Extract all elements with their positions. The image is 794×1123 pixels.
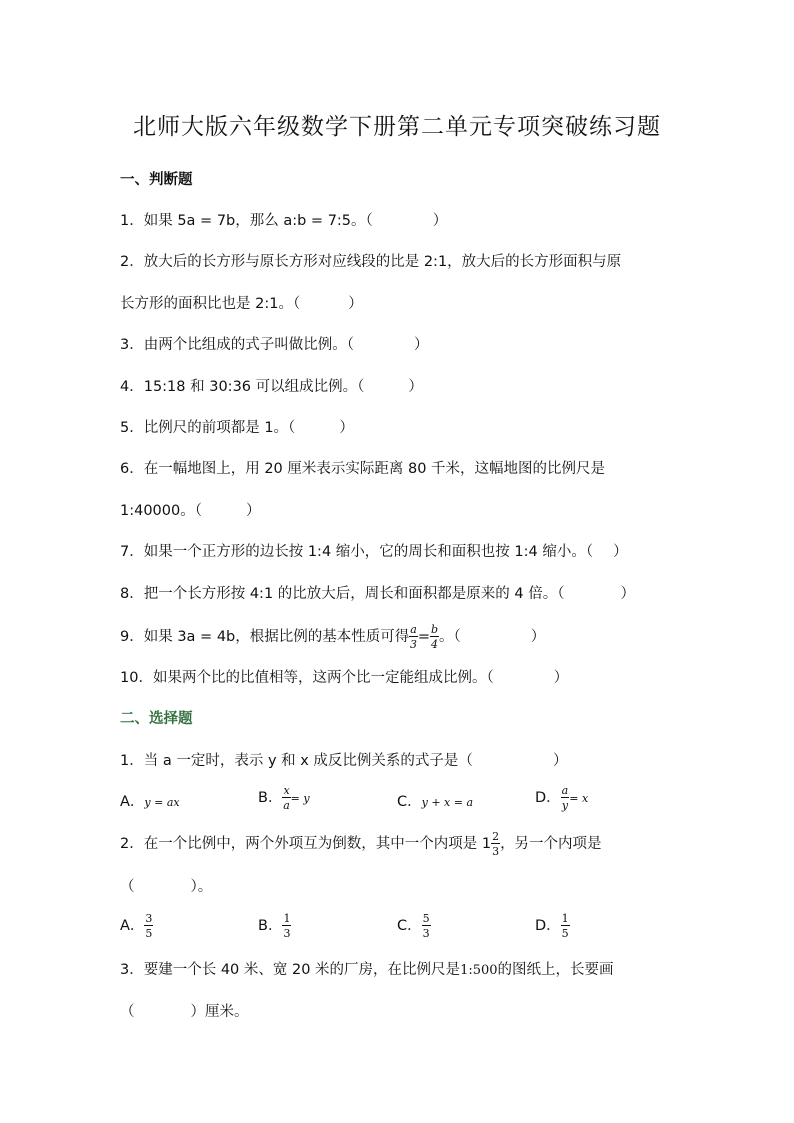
fraction: $\frac{3}{5}$ [145, 912, 153, 940]
question-tf-2-line1: 2．放大后的长方形与原长方形对应线段的比是 2:1，放大后的长方形面积与原 [120, 254, 622, 270]
question-mc-2-line1 [120, 831, 602, 857]
answer-bracket-close: ） [620, 586, 635, 602]
answer-bracket-close: ） [553, 670, 569, 686]
answer-bracket-close: ） [552, 753, 568, 769]
question-tf-1 [120, 211, 447, 231]
answer-bracket-close: ） [348, 296, 363, 312]
question-text: 1:40000。（ [120, 503, 202, 519]
option-mc1-c: C．y + x = a [397, 794, 474, 810]
answer-bracket-close: ） [246, 503, 261, 519]
question-tf-5 [120, 418, 354, 438]
question-text: 8．把一个长方形按 4:1 的比放大后，周长和面积都是原来的 4 倍。（ [120, 586, 565, 602]
answer-bracket-close: ） [413, 337, 429, 353]
formula: y = ax [144, 796, 180, 809]
section-heading-multiple-choice: 二、选择题 [120, 711, 193, 727]
answer-bracket-open: （ [120, 1004, 135, 1020]
page-title: 北师大版六年级数学下册第二单元专项突破练习题 [133, 114, 661, 140]
option-mc2-c: C． $\frac{5}{3}$ [397, 912, 430, 940]
fraction: $\frac{1}{3}$ [283, 912, 291, 940]
question-text: 10．如果两个比的比值相等，这两个比一定能组成比例。（ [120, 670, 494, 686]
question-text: 长方形的面积比也是 2:1。（ [120, 296, 301, 312]
formula: y + x = a [421, 796, 474, 809]
question-tf-4 [120, 377, 423, 397]
formula-tail: = x [569, 792, 589, 805]
fraction-a-over-3: $\frac{a}{3}$ [410, 623, 418, 651]
question-text: 5．比例尺的前项都是 1。（ [120, 420, 296, 436]
question-text: 4．15:18 和 30:36 可以组成比例。（ [120, 379, 365, 395]
answer-bracket-close: ） [408, 379, 423, 395]
question-tf-6-line1: 6．在一幅地图上，用 20 厘米表示实际距离 80 千米，这幅地图的比例尺是 [120, 461, 606, 477]
option-mc2-d: D． $\frac{1}{5}$ [535, 912, 569, 940]
answer-bracket-open: （ [120, 879, 135, 895]
section-heading-true-false: 一、判断题 [120, 172, 193, 188]
option-mc2-b: B． $\frac{1}{3}$ [258, 912, 291, 940]
answer-bracket-close: ） [432, 213, 448, 229]
question-text-end: ，另一个内项是 [500, 836, 602, 852]
fraction-2-over-3: $\frac{2}{3}$ [492, 830, 500, 858]
question-tf-6-line2 [120, 501, 261, 521]
question-text: 2．在一个比例中，两个外项互为倒数，其中一个内项是 1 [120, 836, 492, 852]
answer-bracket-close: ） [530, 629, 546, 645]
question-text: 7．如果一个正方形的边长按 1:4 缩小，它的周长和面积也按 1:4 缩小。（ [120, 544, 594, 560]
fraction: $\frac{1}{5}$ [561, 912, 569, 940]
scale-value: 1:500 [460, 963, 498, 978]
question-text: 9．如果 3a = 4b，根据比例的基本性质可得 [120, 629, 410, 645]
answer-bracket-close-unit: ）厘米。 [190, 1004, 249, 1020]
option-mc1-a: A．y = ax [120, 794, 180, 810]
equals-sign: = [417, 629, 430, 645]
question-tf-10 [120, 668, 568, 688]
question-text: 3．要建一个长 40 米、宽 20 米的厂房，在比例尺是 [120, 962, 461, 978]
question-tf-2-line2 [120, 294, 363, 314]
answer-bracket-close: ） [613, 544, 628, 560]
fraction-b-over-4: $\frac{b}{4}$ [430, 623, 439, 651]
option-mc2-a: A． $\frac{3}{5}$ [120, 912, 153, 940]
question-text: 1．如果 5a = 7b，那么 a:b = 7:5。（ [120, 213, 373, 229]
option-mc1-d: D． $\frac{a}{y}$ = x [535, 784, 589, 812]
question-text-end: 。（ [439, 629, 461, 645]
question-text: 3．由两个比组成的式子叫做比例。（ [120, 337, 354, 353]
question-tf-8 [120, 584, 635, 604]
answer-bracket-close: ）。 [190, 879, 213, 895]
question-tf-7 [120, 542, 628, 562]
question-mc-1 [120, 751, 567, 771]
fraction: $\frac{5}{3}$ [422, 912, 430, 940]
answer-bracket-close: ） [339, 420, 354, 436]
question-tf-9 [120, 624, 545, 650]
fraction-x-over-a: $\frac{x}{a}$ [283, 784, 290, 812]
question-mc-3-line1 [120, 960, 614, 981]
question-mc-2-line2 [120, 877, 212, 897]
option-mc1-b: B． $\frac{x}{a}$ = y [258, 784, 310, 812]
question-tf-3 [120, 335, 428, 355]
question-mc-3-line2 [120, 1002, 249, 1022]
fraction-a-over-y: $\frac{a}{y}$ [561, 784, 569, 812]
question-text-end: 的图纸上，长要画 [497, 962, 614, 978]
question-text: 1．当 a 一定时，表示 y 和 x 成反比例关系的式子是（ [120, 753, 473, 769]
formula-tail: = y [290, 792, 310, 805]
